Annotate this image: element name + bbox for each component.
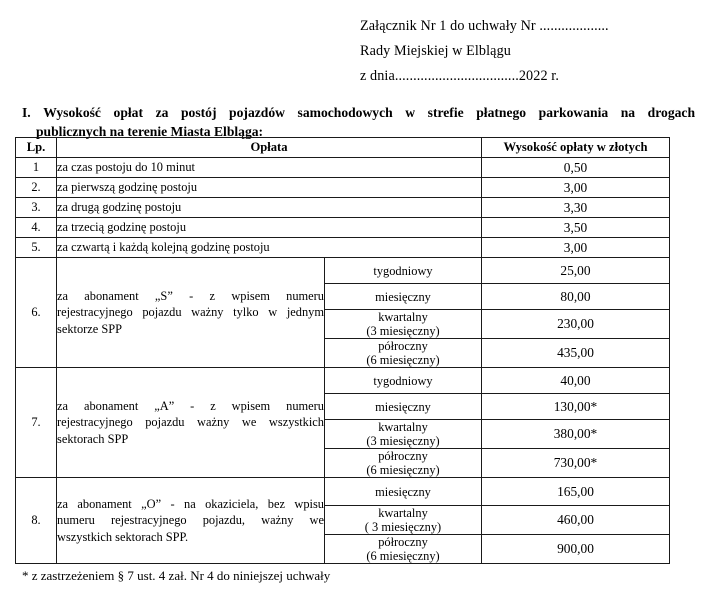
period-secondary: (6 miesięczny) bbox=[366, 549, 440, 563]
group-desc-line: za abonament „A” - z wpisem numeru bbox=[57, 398, 324, 413]
group-desc-line: rejestracyjnego pojazdu ważny we wszystkich bbox=[57, 415, 324, 430]
table-row bbox=[16, 198, 670, 218]
period-primary: tygodniowy bbox=[373, 263, 433, 278]
group-desc-line: numeru rejestracyjnego pojazdu, ważny we bbox=[57, 513, 324, 528]
group-desc-line: wszystkich sektorach SPP. bbox=[57, 529, 189, 544]
period-primary: półroczny bbox=[378, 535, 428, 549]
group-description bbox=[57, 258, 325, 368]
group-description bbox=[57, 478, 325, 564]
period-primary: kwartalny bbox=[378, 420, 428, 434]
table-row bbox=[16, 238, 670, 258]
group-description bbox=[57, 368, 325, 478]
column-header-amount: Wysokość opłaty w złotych bbox=[482, 138, 670, 158]
period-primary: półroczny bbox=[378, 339, 428, 353]
period-primary: miesięczny bbox=[375, 289, 431, 304]
row-price: 730,00* bbox=[482, 449, 670, 478]
period-secondary: (3 miesięczny) bbox=[366, 434, 440, 448]
period-label bbox=[325, 368, 482, 394]
period-label bbox=[325, 339, 482, 368]
column-header-lp: Lp. bbox=[16, 138, 57, 158]
row-price: 380,00* bbox=[482, 420, 670, 449]
table-row bbox=[16, 158, 670, 178]
document-header bbox=[0, 0, 723, 89]
footnote: * z zastrzeżeniem § 7 ust. 4 zał. Nr 4 do niniejszej uchwały bbox=[22, 568, 331, 583]
table-row bbox=[16, 258, 670, 284]
period-label bbox=[325, 506, 482, 535]
fee-table-container bbox=[15, 137, 669, 564]
period-primary: kwartalny bbox=[378, 310, 428, 324]
row-lp: 1 bbox=[16, 158, 57, 178]
group-desc-line: za abonament „O” - na okaziciela, bez wpisu bbox=[57, 496, 324, 511]
row-description: za pierwszą godzinę postoju bbox=[57, 178, 482, 198]
header-line-date: z dnia..................................2022 r. bbox=[360, 68, 559, 84]
group-lp: 8. bbox=[16, 478, 57, 564]
group-desc-line: sektorach SPP bbox=[57, 431, 129, 446]
row-price: 3,00 bbox=[482, 238, 670, 258]
group-lp: 6. bbox=[16, 258, 57, 368]
period-secondary: (6 miesięczny) bbox=[366, 353, 440, 367]
header-line-attachment: Załącznik Nr 1 do uchwały Nr ................... bbox=[360, 18, 609, 34]
period-primary: kwartalny bbox=[378, 506, 428, 520]
row-lp: 4. bbox=[16, 218, 57, 238]
period-primary: tygodniowy bbox=[373, 373, 433, 388]
column-header-fee: Opłata bbox=[57, 138, 482, 158]
row-lp: 3. bbox=[16, 198, 57, 218]
row-price: 130,00* bbox=[482, 394, 670, 420]
row-price: 3,00 bbox=[482, 178, 670, 198]
row-description: za czwartą i każdą kolejną godzinę postoju bbox=[57, 238, 482, 258]
fee-table-head bbox=[16, 138, 670, 158]
fee-table-body bbox=[16, 158, 670, 564]
period-secondary: (3 miesięczny) bbox=[366, 324, 440, 338]
period-secondary: ( 3 miesięczny) bbox=[364, 520, 442, 534]
fee-table bbox=[15, 137, 670, 564]
row-price: 230,00 bbox=[482, 310, 670, 339]
period-label bbox=[325, 449, 482, 478]
page-title-line-2: publicznych na terenie Miasta Elbląga: bbox=[36, 124, 264, 139]
row-price: 80,00 bbox=[482, 284, 670, 310]
period-label bbox=[325, 310, 482, 339]
section-numeral: I. bbox=[22, 105, 31, 120]
table-row bbox=[16, 478, 670, 506]
table-row bbox=[16, 368, 670, 394]
period-secondary: (6 miesięczny) bbox=[366, 463, 440, 477]
row-price: 3,30 bbox=[482, 198, 670, 218]
group-desc-line: rejestracyjnego pojazdu ważny tylko w jednym bbox=[57, 305, 324, 320]
row-price: 3,50 bbox=[482, 218, 670, 238]
table-row bbox=[16, 218, 670, 238]
row-description: za trzecią godzinę postoju bbox=[57, 218, 482, 238]
page-title bbox=[0, 103, 723, 141]
table-row bbox=[16, 178, 670, 198]
period-label bbox=[325, 394, 482, 420]
row-price: 460,00 bbox=[482, 506, 670, 535]
period-primary: półroczny bbox=[378, 449, 428, 463]
row-price: 25,00 bbox=[482, 258, 670, 284]
period-label bbox=[325, 535, 482, 564]
group-desc-line: za abonament „S” - z wpisem numeru bbox=[57, 288, 324, 303]
period-label bbox=[325, 284, 482, 310]
group-desc-line: sektorze SPP bbox=[57, 321, 123, 336]
period-label bbox=[325, 478, 482, 506]
period-label bbox=[325, 258, 482, 284]
table-header-row bbox=[16, 138, 670, 158]
row-description: za czas postoju do 10 minut bbox=[57, 158, 482, 178]
row-description: za drugą godzinę postoju bbox=[57, 198, 482, 218]
row-price: 435,00 bbox=[482, 339, 670, 368]
group-lp: 7. bbox=[16, 368, 57, 478]
row-price: 40,00 bbox=[482, 368, 670, 394]
section-title-text-1: Wysokość opłat za postój pojazdów samochodowych w strefie płatnego parkowania na drogach bbox=[43, 105, 696, 120]
row-price: 900,00 bbox=[482, 535, 670, 564]
period-primary: miesięczny bbox=[375, 484, 431, 499]
row-lp: 5. bbox=[16, 238, 57, 258]
header-line-council: Rady Miejskiej w Elblągu bbox=[360, 43, 511, 59]
row-lp: 2. bbox=[16, 178, 57, 198]
row-price: 165,00 bbox=[482, 478, 670, 506]
period-primary: miesięczny bbox=[375, 399, 431, 414]
page-title-line-1 bbox=[22, 103, 695, 122]
period-label bbox=[325, 420, 482, 449]
row-price: 0,50 bbox=[482, 158, 670, 178]
